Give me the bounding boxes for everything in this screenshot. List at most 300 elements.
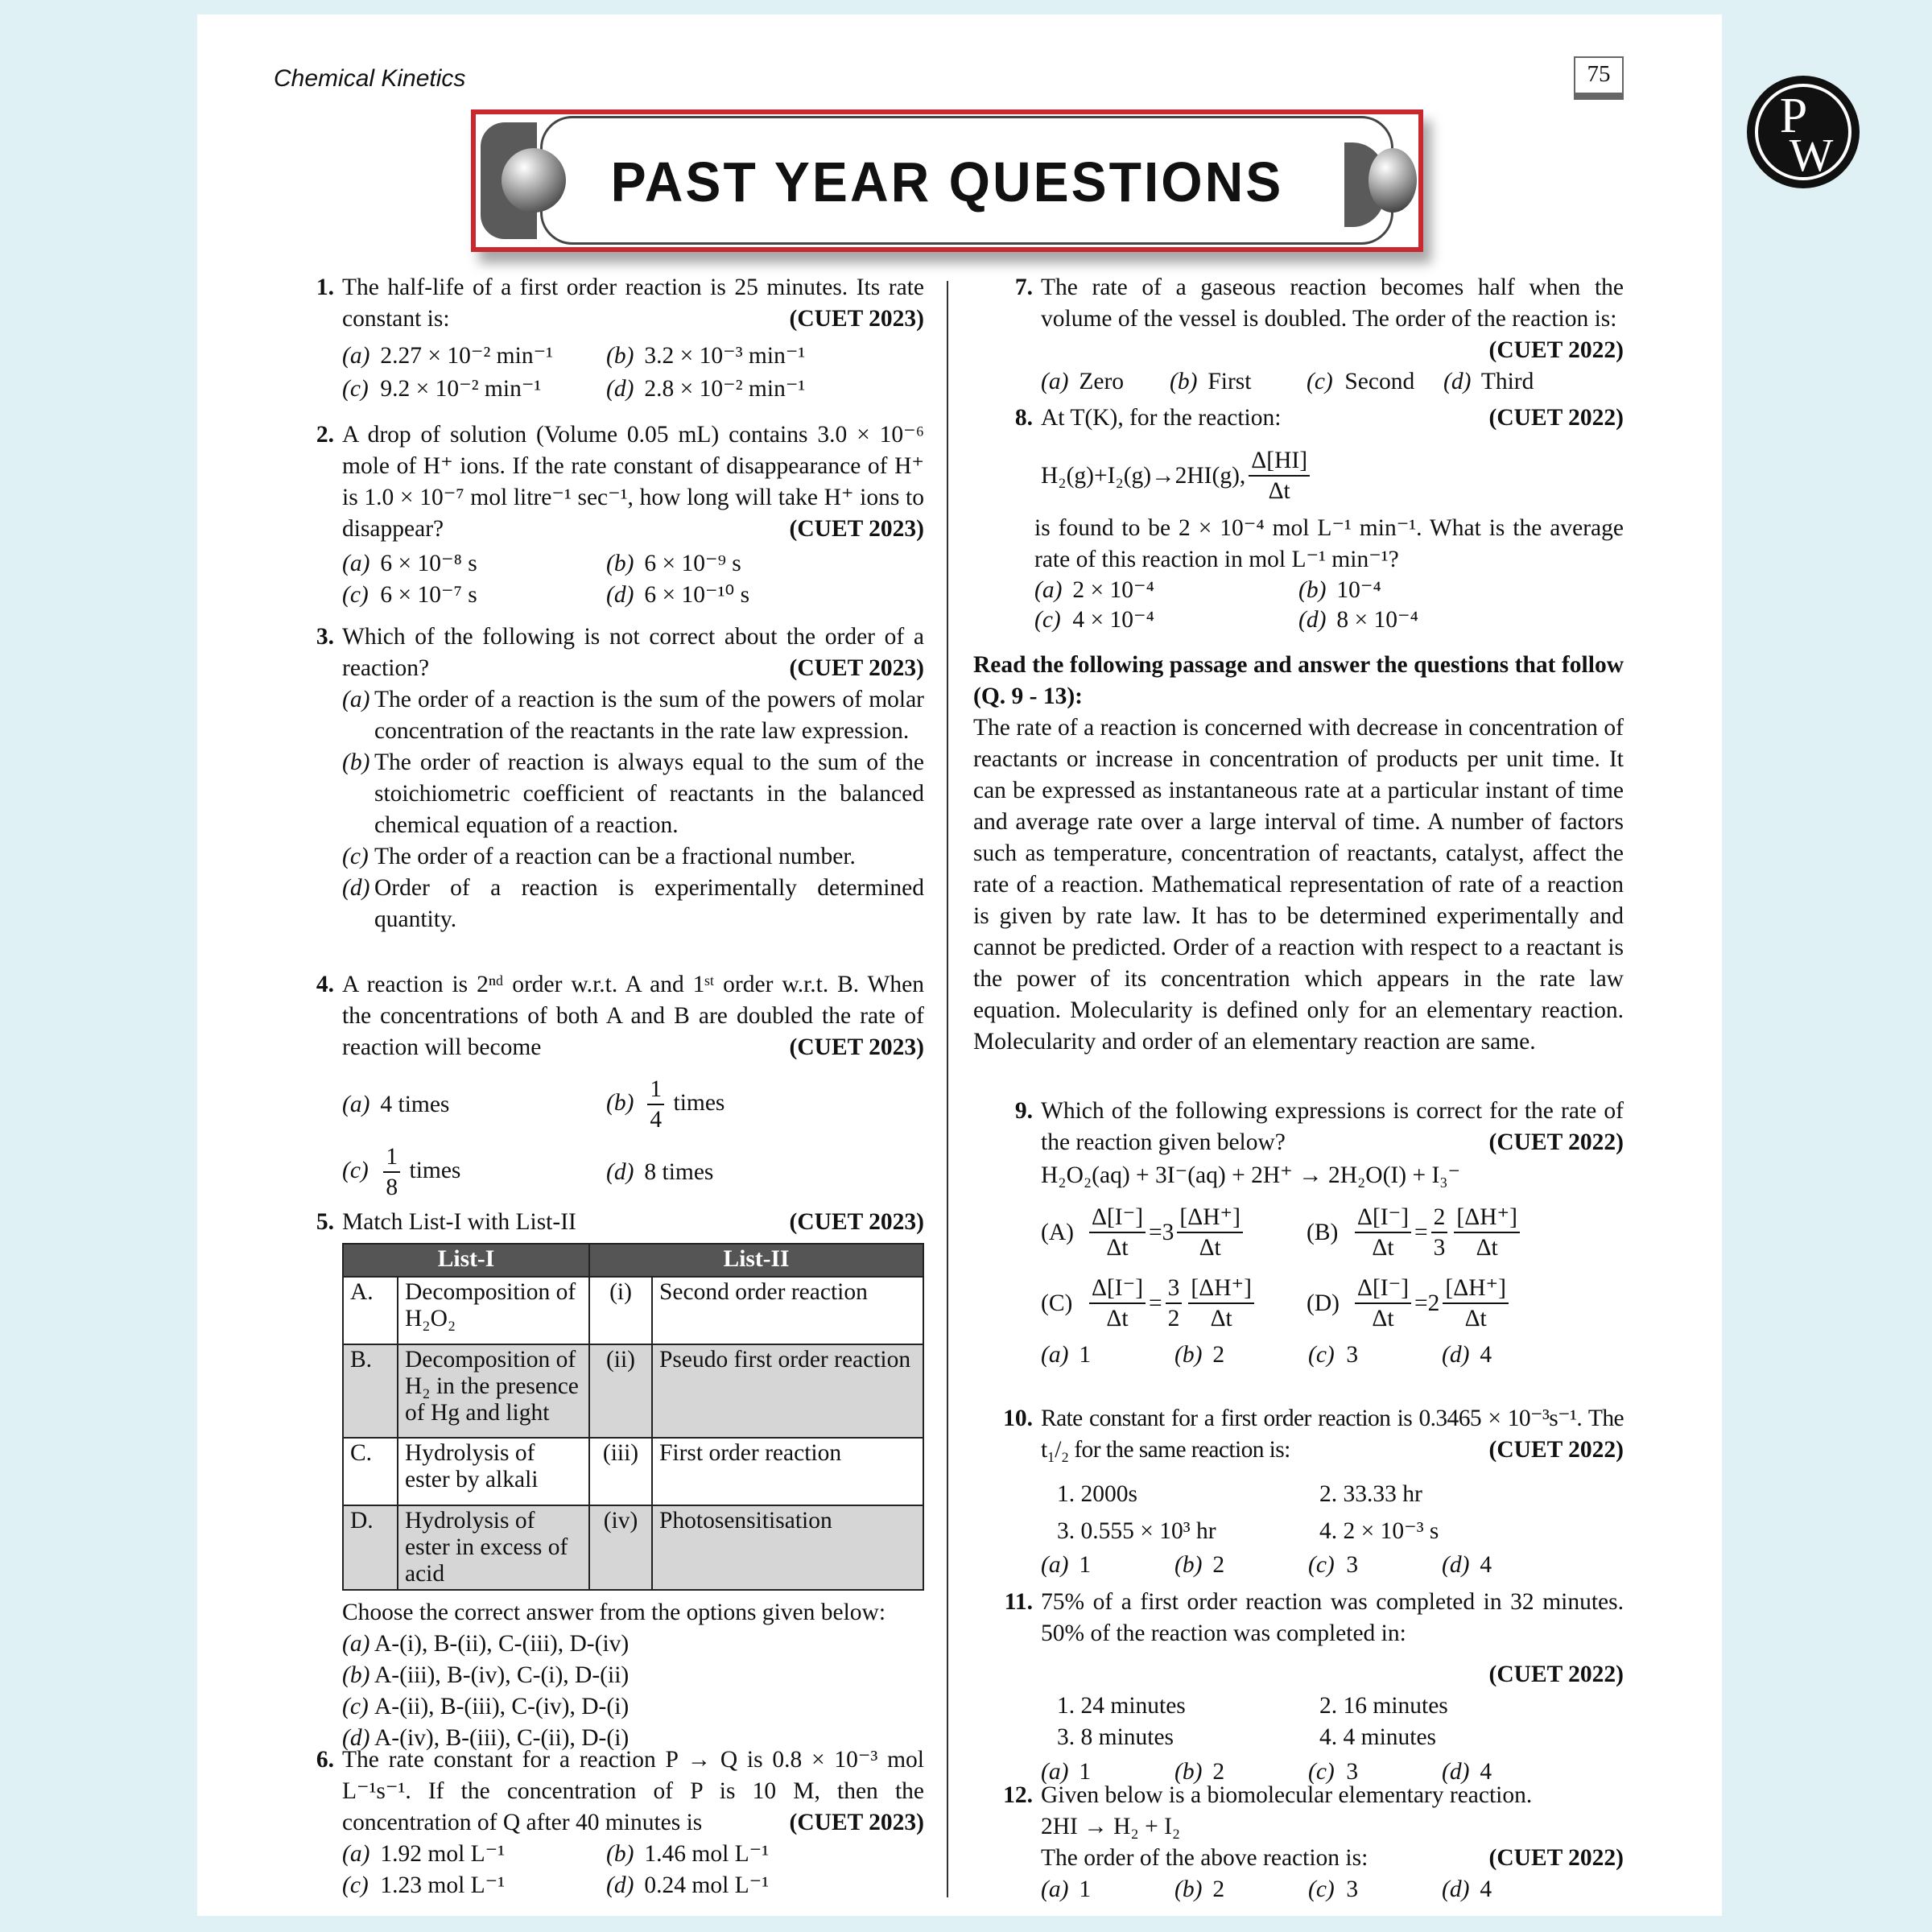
option-c[interactable] xyxy=(342,1691,924,1723)
numerator: Δ[HI] xyxy=(1249,446,1310,477)
denominator: Δt xyxy=(1106,1306,1129,1331)
question-number: 1. xyxy=(316,275,334,300)
option-text: 2 xyxy=(1212,1342,1225,1368)
exam-tag: (CUET 2023) xyxy=(789,516,924,542)
option-label: (b) xyxy=(606,343,634,369)
option-text: 1.92 mol L⁻¹ xyxy=(380,1841,506,1867)
passage xyxy=(973,650,1624,1058)
column-header: List-II xyxy=(589,1244,923,1277)
option-label: (a) xyxy=(1041,1759,1069,1785)
question-text: Which of the following expressions is correct for the rate of the reaction given below? xyxy=(1041,1098,1624,1155)
cell: A. xyxy=(343,1277,398,1344)
expression-label: (C) xyxy=(1041,1290,1073,1316)
table-row xyxy=(343,1438,923,1505)
denominator: 3 xyxy=(1433,1235,1446,1261)
option-d[interactable] xyxy=(1442,1874,1624,1905)
option-label: (c) xyxy=(342,1694,369,1719)
options xyxy=(1041,1874,1624,1905)
question-text-block xyxy=(342,969,924,1063)
option-label: (d) xyxy=(1442,1552,1470,1578)
denominator: Δt xyxy=(1268,478,1290,504)
option-text: 4 × 10⁻⁴ xyxy=(1072,607,1154,633)
coefficient: 3 xyxy=(1162,1219,1174,1245)
option-text: The order of a reaction is the sum of the powers of molar concentration of the reactants in the rate law expression. xyxy=(374,687,924,744)
fraction xyxy=(1089,1274,1146,1333)
cell: Second order reaction xyxy=(652,1277,923,1344)
question-8 xyxy=(973,402,1624,635)
option-c[interactable] xyxy=(1307,366,1443,398)
question-4 xyxy=(306,969,924,1202)
option-text: 2 xyxy=(1212,1552,1225,1578)
exam-tag: (CUET 2023) xyxy=(789,1034,924,1060)
option-c[interactable] xyxy=(342,580,606,611)
question-text-block xyxy=(1041,272,1624,366)
denominator: 8 xyxy=(386,1174,398,1200)
option-text: A-(ii), B-(iii), C-(iv), D-(i) xyxy=(374,1694,630,1719)
option-c[interactable] xyxy=(342,841,924,873)
option-label: (d) xyxy=(606,376,634,402)
option-label: (a) xyxy=(342,1091,370,1117)
option-label: (b) xyxy=(1174,1552,1203,1578)
option-text: 1 xyxy=(1079,1759,1092,1785)
choice: 2. 33.33 hr xyxy=(1319,1481,1422,1507)
past-year-questions-banner xyxy=(471,109,1423,252)
option-label: (c) xyxy=(1307,369,1333,394)
coefficient-fraction xyxy=(1431,1203,1448,1262)
cell: Hydrolysis of ester by alkali xyxy=(398,1438,589,1505)
exam-tag: (CUET 2022) xyxy=(1488,1129,1624,1155)
option-text: The order of a reaction can be a fractional number. xyxy=(374,844,856,869)
option-a[interactable] xyxy=(342,1629,924,1660)
option-text: times xyxy=(673,1089,725,1116)
option-a[interactable] xyxy=(342,684,924,747)
page-number: 75 xyxy=(1574,56,1624,100)
cell: B. xyxy=(343,1344,398,1438)
choice: 3. 8 minutes xyxy=(1057,1724,1174,1750)
question-number: 10. xyxy=(1003,1406,1033,1431)
fraction xyxy=(1355,1274,1411,1333)
option-text: Second xyxy=(1344,369,1415,394)
table-row xyxy=(343,1277,923,1344)
option-label: (b) xyxy=(1174,1342,1203,1368)
denominator: Δt xyxy=(1464,1306,1487,1331)
option-b[interactable] xyxy=(606,340,924,373)
option-text: Third xyxy=(1480,369,1534,394)
choice: 3. 0.555 × 10³ hr xyxy=(1057,1518,1216,1544)
option-b[interactable] xyxy=(1174,1550,1308,1581)
question-number: 7. xyxy=(1014,275,1033,300)
option-label: (d) xyxy=(1442,1876,1470,1902)
question-2 xyxy=(306,419,924,611)
table-header xyxy=(343,1244,923,1277)
option-label: (d) xyxy=(1443,369,1472,394)
column-header: List-I xyxy=(343,1244,589,1277)
option-text: 4 xyxy=(1480,1876,1492,1902)
option-label: (b) xyxy=(1298,577,1327,603)
expression-a xyxy=(1041,1203,1307,1262)
option-label: (a) xyxy=(1041,1552,1069,1578)
question-6 xyxy=(306,1744,924,1901)
options xyxy=(1034,576,1624,635)
option-text: 4 times xyxy=(380,1091,450,1117)
exam-tag: (CUET 2022) xyxy=(1488,1437,1624,1463)
option-label: (d) xyxy=(606,1158,634,1185)
option-a[interactable] xyxy=(342,1839,606,1870)
option-c[interactable] xyxy=(1034,605,1298,635)
options xyxy=(342,340,924,406)
option-text: times xyxy=(409,1157,461,1183)
exam-tag: (CUET 2022) xyxy=(1488,1662,1624,1687)
option-label: (a) xyxy=(342,343,370,369)
choices xyxy=(1041,1690,1624,1753)
cell: C. xyxy=(343,1438,398,1505)
exam-tag: (CUET 2023) xyxy=(789,1810,924,1835)
option-text: 8 times xyxy=(644,1158,714,1185)
question-text-block xyxy=(342,1207,924,1238)
option-text: 9.2 × 10⁻² min⁻¹ xyxy=(380,376,542,402)
svg-text:W: W xyxy=(1789,129,1834,181)
option-a[interactable] xyxy=(1041,1340,1174,1371)
question-number: 11. xyxy=(1004,1589,1033,1615)
choice: 4. 2 × 10⁻³ s xyxy=(1319,1518,1439,1544)
option-label: (c) xyxy=(1308,1552,1335,1578)
option-text: 4 xyxy=(1480,1759,1492,1785)
option-text: 1 xyxy=(1079,1552,1092,1578)
equals: = xyxy=(1149,1290,1162,1316)
question-number: 5. xyxy=(316,1209,334,1235)
option-b[interactable] xyxy=(342,747,924,841)
question-7 xyxy=(973,272,1624,398)
svg-text:P: P xyxy=(1779,89,1808,143)
question-10 xyxy=(973,1403,1624,1581)
cell: Pseudo first order reaction xyxy=(652,1344,923,1438)
question-number: 9. xyxy=(1014,1098,1033,1124)
passage-heading: Read the following passage and answer the questions that follow (Q. 9 - 13): xyxy=(973,652,1624,709)
option-text: 2 xyxy=(1212,1876,1225,1902)
option-label: (c) xyxy=(342,1872,369,1898)
expression-label: (A) xyxy=(1041,1219,1074,1245)
option-b[interactable] xyxy=(606,548,924,580)
equation-text: H₂(g)+I₂(g)→2HI(g), xyxy=(1041,462,1246,489)
question-text: Match List-I with List-II xyxy=(342,1209,576,1235)
option-b[interactable] xyxy=(1174,1340,1308,1371)
fraction xyxy=(1355,1203,1411,1262)
option-text: 2.27 × 10⁻² min⁻¹ xyxy=(380,343,553,369)
option-b[interactable] xyxy=(1298,576,1624,605)
question-5 xyxy=(306,1207,924,1754)
option-c[interactable] xyxy=(342,373,606,406)
option-a[interactable] xyxy=(1034,576,1298,605)
option-text: 3 xyxy=(1346,1876,1359,1902)
option-text: A-(iv), B-(iii), C-(ii), D-(i) xyxy=(374,1725,630,1751)
options xyxy=(1041,1550,1624,1581)
question-11 xyxy=(973,1587,1624,1788)
denominator: Δt xyxy=(1476,1235,1498,1261)
exam-tag: (CUET 2022) xyxy=(1488,1845,1624,1871)
option-text: 1 xyxy=(1079,1342,1092,1368)
option-text: 4 xyxy=(1480,1552,1492,1578)
denominator: Δt xyxy=(1106,1235,1129,1261)
question-9 xyxy=(973,1096,1624,1371)
option-a[interactable] xyxy=(342,548,606,580)
option-a[interactable] xyxy=(1041,1874,1174,1905)
option-b[interactable] xyxy=(606,1075,924,1134)
option-b[interactable] xyxy=(1170,366,1307,398)
expression-d xyxy=(1307,1274,1624,1333)
exam-tag: (CUET 2023) xyxy=(789,655,924,681)
numerator: [ΔH⁺] xyxy=(1177,1203,1243,1233)
question-text: Rate constant for a first order reaction is 0.3465 × 10⁻³s⁻¹. The t₁/₂ for the same reaction is: xyxy=(1041,1406,1624,1463)
option-text: 6 × 10⁻¹⁰ s xyxy=(644,582,750,608)
choices xyxy=(1041,1476,1624,1550)
option-d[interactable] xyxy=(606,580,924,611)
options xyxy=(1041,1340,1624,1371)
option-label: (d) xyxy=(342,1725,370,1751)
option-label: (b) xyxy=(342,749,370,775)
option-label: (a) xyxy=(342,1631,370,1657)
option-text: 3 xyxy=(1346,1342,1359,1368)
equals: = xyxy=(1414,1290,1428,1316)
cell: Decomposition of H₂O₂ xyxy=(398,1277,589,1344)
option-a[interactable] xyxy=(1041,1550,1174,1581)
option-label: (c) xyxy=(342,844,369,869)
option-label: (c) xyxy=(342,582,369,608)
option-text: 4 xyxy=(1480,1342,1492,1368)
question-text: At T(K), for the reaction: xyxy=(1041,405,1282,431)
option-label: (d) xyxy=(606,1872,634,1898)
question-3 xyxy=(306,621,924,935)
fraction xyxy=(383,1142,400,1202)
option-text: 1.46 mol L⁻¹ xyxy=(644,1841,770,1867)
question-text-continued: is found to be 2 × 10⁻⁴ mol L⁻¹ min⁻¹. What is the average rate of this reaction in mol L⁻¹ min⁻¹? xyxy=(1034,515,1624,572)
numerator: 1 xyxy=(647,1075,664,1105)
denominator: Δt xyxy=(1199,1235,1221,1261)
option-c[interactable] xyxy=(1308,1340,1442,1371)
pw-logo-icon xyxy=(1745,74,1861,190)
option-text: A-(iii), B-(iv), C-(i), D-(ii) xyxy=(374,1662,630,1688)
question-text-block xyxy=(1041,1403,1624,1466)
numerator: Δ[I⁻] xyxy=(1355,1203,1411,1233)
numerator: 3 xyxy=(1166,1274,1183,1304)
fraction xyxy=(1188,1274,1254,1333)
cell: (iv) xyxy=(589,1505,652,1590)
choice: 1. 2000s xyxy=(1057,1481,1137,1507)
cell: (ii) xyxy=(589,1344,652,1438)
option-c[interactable] xyxy=(342,1142,606,1202)
numerator: 2 xyxy=(1431,1203,1448,1233)
question-text: A reaction is 2ⁿᵈ order w.r.t. A and 1ˢᵗ order w.r.t. B. When the concentrations of both A and B are doubled the rate of reaction will become xyxy=(342,972,924,1060)
option-a[interactable] xyxy=(342,340,606,373)
expression-c xyxy=(1041,1274,1307,1333)
denominator: Δt xyxy=(1372,1306,1394,1331)
passage-text: The rate of a reaction is concerned with decrease in concentration of reactants or increase in concentration of products per unit time. It can be expressed as instantaneous rate at a particular instant of time and average rate over a large interval of time. A number of factors such as temperature, concentration of reactants, catalyst, affect the rate of a reaction. Mathematical representation of rate of a reaction is given by rate law. It has to be determined experimentally and cannot be predicted. Order of a reaction with respect to a reactant is the power of its concentration which appears in the rate law equation. Molecularity is defined only for an elementary reaction. Molecularity and order of an elementary reaction are same. xyxy=(973,715,1624,1055)
equals: = xyxy=(1414,1219,1428,1245)
equals: = xyxy=(1149,1219,1162,1245)
question-number: 6. xyxy=(316,1747,334,1773)
option-b[interactable] xyxy=(1174,1874,1308,1905)
numerator: Δ[I⁻] xyxy=(1089,1274,1146,1304)
question-text: Which of the following is not correct about the order of a reaction? xyxy=(342,624,924,681)
option-text: 1 xyxy=(1079,1876,1092,1902)
expression-label: (B) xyxy=(1307,1219,1339,1245)
option-text: 3 xyxy=(1346,1759,1359,1785)
option-label: (a) xyxy=(1041,1876,1069,1902)
fraction xyxy=(1454,1203,1520,1262)
denominator: Δt xyxy=(1372,1235,1394,1261)
denominator: 4 xyxy=(650,1107,663,1133)
numerator: [ΔH⁺] xyxy=(1454,1203,1520,1233)
option-c[interactable] xyxy=(342,1870,606,1901)
option-b[interactable] xyxy=(606,1839,924,1870)
option-b[interactable] xyxy=(342,1660,924,1691)
option-text: The order of reaction is always equal to the sum of the stoichiometric coefficient of reactants in the balanced chemical equation of a reaction. xyxy=(374,749,924,838)
option-text: First xyxy=(1208,369,1252,394)
options xyxy=(342,1839,924,1901)
question-text-block xyxy=(342,419,924,545)
question-text: The rate constant for a reaction P → Q is 0.8 × 10⁻³ mol L⁻¹s⁻¹. If the concentration of P is 10 M, then the concentration of Q after 40 minutes is xyxy=(342,1747,924,1835)
match-table xyxy=(342,1243,924,1591)
fraction xyxy=(1443,1274,1509,1333)
numerator: [ΔH⁺] xyxy=(1188,1274,1254,1304)
numerator: Δ[I⁻] xyxy=(1089,1203,1146,1233)
option-label: (b) xyxy=(606,1841,634,1867)
question-text-block xyxy=(342,272,924,335)
cell: Photosensitisation xyxy=(652,1505,923,1590)
option-label: (b) xyxy=(342,1662,370,1688)
cell: (i) xyxy=(589,1277,652,1344)
question-text-block xyxy=(1041,1096,1624,1158)
fraction xyxy=(647,1075,664,1134)
option-label: (c) xyxy=(1308,1876,1335,1902)
denominator: Δt xyxy=(1210,1306,1232,1331)
option-label: (c) xyxy=(1308,1342,1335,1368)
expression-b xyxy=(1307,1203,1624,1262)
option-d[interactable] xyxy=(606,1157,924,1188)
option-text: Order of a reaction is experimentally determined quantity. xyxy=(374,875,924,932)
option-d[interactable] xyxy=(342,873,924,935)
exam-tag: (CUET 2022) xyxy=(1488,337,1624,363)
instruction: Choose the correct answer from the options given below: xyxy=(342,1600,886,1625)
option-text: 1.23 mol L⁻¹ xyxy=(380,1872,506,1898)
chapter-title: Chemical Kinetics xyxy=(274,65,466,92)
option-text: 2 xyxy=(1212,1759,1225,1785)
option-label: (d) xyxy=(1442,1759,1470,1785)
fraction xyxy=(1177,1203,1243,1262)
option-text: 0.24 mol L⁻¹ xyxy=(644,1872,770,1898)
option-text: 6 × 10⁻⁹ s xyxy=(644,551,741,576)
option-d[interactable] xyxy=(1442,1340,1624,1371)
option-a[interactable] xyxy=(1041,366,1170,398)
table-row xyxy=(343,1505,923,1590)
question-number: 3. xyxy=(316,624,334,650)
options xyxy=(342,1075,924,1202)
option-text: 10⁻⁴ xyxy=(1336,577,1381,603)
option-text: 2.8 × 10⁻² min⁻¹ xyxy=(644,376,806,402)
expression-label: (D) xyxy=(1307,1290,1340,1316)
option-text: Zero xyxy=(1079,369,1125,394)
option-label: (d) xyxy=(606,582,634,608)
question-text-block xyxy=(1041,402,1624,434)
question-text-block xyxy=(342,621,924,684)
reaction-equation xyxy=(1041,444,1624,508)
option-d[interactable] xyxy=(1443,366,1624,398)
option-d[interactable] xyxy=(1442,1550,1624,1581)
option-text: 2 × 10⁻⁴ xyxy=(1072,577,1154,603)
option-label: (c) xyxy=(1034,607,1061,633)
option-label: (b) xyxy=(606,551,634,576)
coefficient: 2 xyxy=(1427,1290,1440,1316)
option-d[interactable] xyxy=(606,1870,924,1901)
option-text: A-(i), B-(ii), C-(iii), D-(iv) xyxy=(374,1631,630,1657)
option-label: (c) xyxy=(342,1157,369,1183)
fraction xyxy=(1249,446,1310,506)
choice: 2. 16 minutes xyxy=(1319,1693,1448,1719)
cell: D. xyxy=(343,1505,398,1590)
cell: First order reaction xyxy=(652,1438,923,1505)
option-label: (a) xyxy=(1041,369,1069,394)
option-label: (d) xyxy=(342,875,370,901)
question-1 xyxy=(306,272,924,406)
question-number: 4. xyxy=(316,972,334,997)
option-c[interactable] xyxy=(1308,1874,1442,1905)
option-label: (a) xyxy=(342,551,370,576)
numerator: [ΔH⁺] xyxy=(1443,1274,1509,1304)
reaction-equation: 2HI → H₂ + I₂ xyxy=(1041,1814,1181,1839)
exam-tag: (CUET 2022) xyxy=(1488,405,1624,431)
options xyxy=(1041,366,1624,398)
option-d[interactable] xyxy=(1298,605,1624,635)
table-row xyxy=(343,1344,923,1438)
option-label: (c) xyxy=(1308,1759,1335,1785)
option-label: (a) xyxy=(342,687,370,712)
denominator: 2 xyxy=(1167,1306,1180,1331)
numerator: Δ[I⁻] xyxy=(1355,1274,1411,1304)
coefficient-fraction xyxy=(1166,1274,1183,1333)
column-divider xyxy=(947,281,948,1897)
option-label: (b) xyxy=(606,1089,634,1116)
options xyxy=(342,548,924,611)
choice: 4. 4 minutes xyxy=(1319,1724,1437,1750)
option-a[interactable] xyxy=(342,1089,606,1121)
option-text: 3 xyxy=(1346,1552,1359,1578)
question-number: 2. xyxy=(316,422,334,448)
option-label: (b) xyxy=(1170,369,1198,394)
cell: Hydrolysis of ester in excess of acid xyxy=(398,1505,589,1590)
exam-tag: (CUET 2023) xyxy=(789,306,924,332)
question-number: 8. xyxy=(1014,405,1033,431)
question-text-block xyxy=(342,1744,924,1839)
question-text: A drop of solution (Volume 0.05 mL) contains 3.0 × 10⁻⁶ mole of H⁺ ions. If the rate constant of disappearance of H⁺ is 1.0 × 10⁻⁷ mol litre⁻¹ sec⁻¹, how long will take H⁺ ions to disappear? xyxy=(342,422,924,542)
question-text: The half-life of a first order reaction is 25 minutes. Its rate constant is: xyxy=(342,275,924,332)
option-c[interactable] xyxy=(1308,1550,1442,1581)
banner-title: PAST YEAR QUESTIONS xyxy=(610,151,1284,213)
option-label: (b) xyxy=(1174,1759,1203,1785)
option-d[interactable] xyxy=(606,373,924,406)
fraction xyxy=(1089,1203,1146,1262)
question-text-continued: The order of the above reaction is: xyxy=(1041,1845,1368,1871)
option-label: (b) xyxy=(1174,1876,1203,1902)
question-text: The rate of a gaseous reaction becomes half when the volume of the vessel is doubled. The order of the reaction is: xyxy=(1041,275,1624,332)
choice: 1. 24 minutes xyxy=(1057,1693,1186,1719)
question-text: Given below is a biomolecular elementary reaction. xyxy=(1041,1782,1533,1808)
numerator: 1 xyxy=(383,1142,400,1173)
option-label: (d) xyxy=(1442,1342,1470,1368)
option-label: (a) xyxy=(1034,577,1063,603)
cell: Decomposition of H₂ in the presence of Hg and light xyxy=(398,1344,589,1438)
option-text: 6 × 10⁻⁸ s xyxy=(380,551,477,576)
question-12 xyxy=(973,1780,1624,1905)
option-text: 8 × 10⁻⁴ xyxy=(1336,607,1418,633)
